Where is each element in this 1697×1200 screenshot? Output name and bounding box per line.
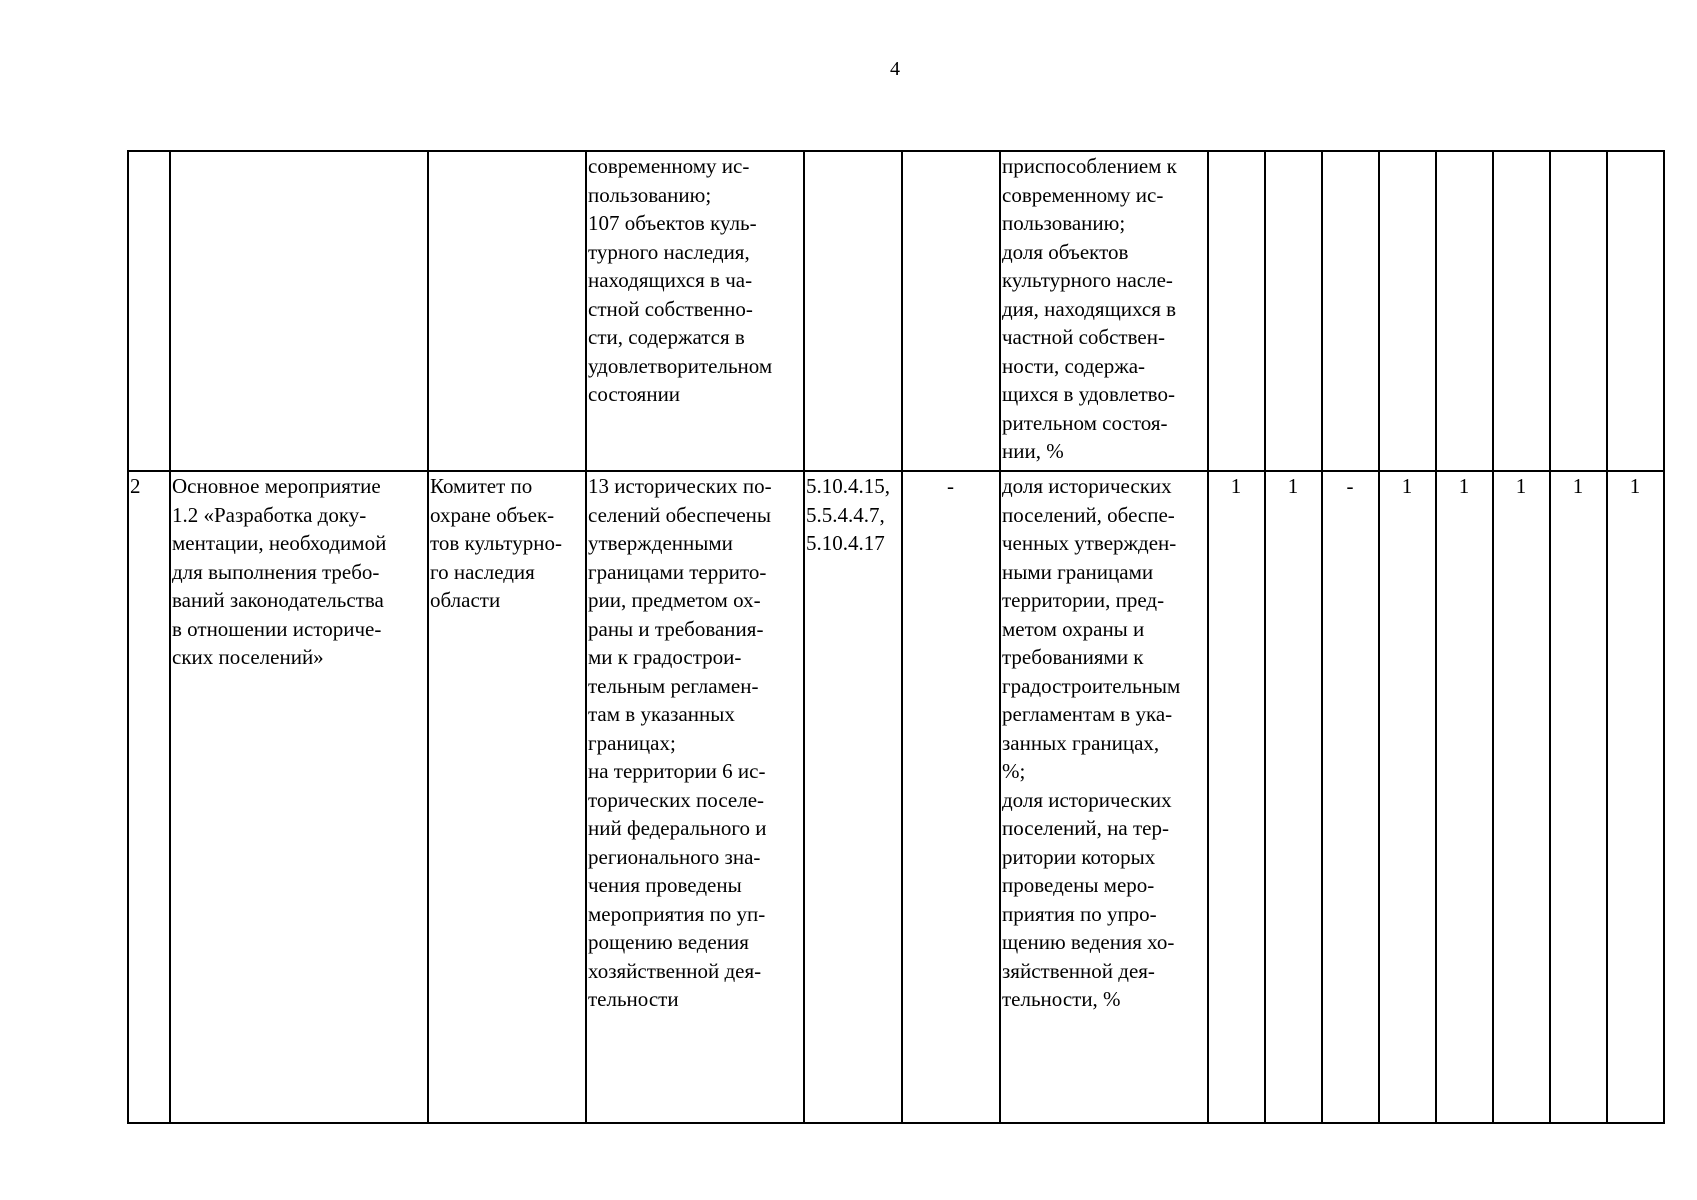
cell-text-line: ний федерального и — [588, 816, 767, 840]
cell-text-line: удовлетворительном — [588, 353, 773, 378]
cell-text-line: регионального зна- — [588, 844, 761, 869]
cell-text-line: мероприятия по уп- — [588, 901, 766, 926]
risk-cell: - — [902, 471, 1000, 1123]
cell-text-line: рии, предметом ох- — [588, 588, 761, 612]
year-value-cell: 1 — [1493, 471, 1550, 1123]
link-cell — [804, 471, 902, 1123]
cell-text-line: ских поселений» — [172, 645, 324, 669]
cell-text-line: ваний законодательства — [172, 588, 384, 612]
cell-text-line: сти, содержатся в — [588, 325, 745, 349]
cell-text-line: культурного насле- — [1002, 268, 1173, 292]
cell-text-line: проведены меро- — [1002, 873, 1155, 897]
cell-text-line: стной собственно- — [588, 296, 753, 321]
year-value-cell — [1436, 151, 1493, 471]
cell-text-line: регламентам в ука- — [1002, 702, 1173, 726]
year-value-cell — [1379, 151, 1436, 471]
cell-text-line: ментации, необходимой — [172, 531, 387, 555]
expected-result-cell — [586, 151, 804, 471]
year-value-cell: 1 — [1379, 471, 1436, 1123]
cell-text-line: границами террито- — [588, 559, 767, 584]
year-value-cell — [1493, 151, 1550, 471]
cell-text-line: для выполнения требо- — [172, 559, 380, 584]
year-value-cell: 1 — [1265, 471, 1322, 1123]
cell-text-line: Основное мероприятие — [172, 474, 381, 498]
cell-text-line: поселений, обеспе- — [1002, 502, 1175, 527]
cell-text-line: 5.10.4.17 — [806, 531, 885, 555]
cell-text-line: 107 объектов куль- — [588, 211, 757, 235]
cell-text-line: хозяйственной дея- — [588, 958, 762, 983]
cell-text-line: границах; — [588, 730, 676, 755]
cell-text-line: 5.10.4.15, — [806, 474, 890, 498]
cell-text-line: щихся в удовлетво- — [1002, 382, 1175, 406]
row-number-cell — [128, 151, 170, 471]
cell-text-line: Комитет по — [430, 474, 533, 498]
executor-cell — [428, 151, 586, 471]
cell-text-line: приятия по упро- — [1002, 901, 1157, 926]
table-row — [128, 151, 1664, 471]
cell-text-line: чения проведены — [588, 873, 742, 897]
cell-text-line: охране объек- — [430, 502, 555, 527]
cell-text-line: ченных утвержден- — [1002, 531, 1177, 555]
executor-cell — [428, 471, 586, 1123]
cell-text-line: современному ис- — [1002, 182, 1164, 207]
cell-text-line: доля исторических — [1002, 474, 1172, 498]
cell-text-line: тельности — [588, 987, 679, 1011]
cell-text-line: зяйственной дея- — [1002, 958, 1155, 983]
cell-text-line: находящихся в ча- — [588, 268, 753, 292]
cell-text-line: ности, содержа- — [1002, 353, 1146, 378]
cell-text-line: на территории 6 ис- — [588, 759, 766, 783]
cell-text-line: нии, % — [1002, 439, 1064, 463]
cell-text-line: 1.2 «Разработка доку- — [172, 502, 367, 527]
cell-text-line: ными границами — [1002, 559, 1154, 584]
cell-text-line: раны и требования- — [588, 616, 764, 641]
indicator-cell — [1000, 471, 1208, 1123]
cell-text-line: пользованию; — [588, 182, 712, 207]
indicator-cell — [1000, 151, 1208, 471]
cell-text-line: поселений, на тер- — [1002, 816, 1169, 840]
year-value-cell: - — [1322, 471, 1379, 1123]
year-value-cell — [1265, 151, 1322, 471]
cell-text-line: го наследия — [430, 559, 535, 584]
row-number-cell: 2 — [128, 471, 170, 1123]
cell-text-line: в отношении историче- — [172, 616, 382, 641]
cell-text-line: 13 исторических по- — [588, 474, 772, 498]
cell-text-line: приспособлением к — [1002, 154, 1177, 178]
cell-text-line: ритории которых — [1002, 844, 1156, 869]
year-value-cell: 1 — [1208, 471, 1265, 1123]
cell-text-line: территории, пред- — [1002, 588, 1165, 612]
cell-text-line: торических поселе- — [588, 787, 765, 812]
cell-text-line: метом охраны и — [1002, 616, 1145, 641]
year-value-cell — [1208, 151, 1265, 471]
cell-text-line: доля объектов — [1002, 239, 1129, 264]
cell-text-line: тельности, % — [1002, 987, 1121, 1011]
year-value-cell: 1 — [1550, 471, 1607, 1123]
cell-text-line: утвержденными — [588, 531, 733, 555]
cell-text-line: рительном состоя- — [1002, 410, 1168, 435]
year-value-cell: 1 — [1436, 471, 1493, 1123]
cell-text-line: %; — [1002, 759, 1026, 783]
year-value-cell — [1550, 151, 1607, 471]
cell-text-line: ми к градострои- — [588, 645, 742, 669]
cell-text-line: тельным регламен- — [588, 673, 759, 698]
cell-text-line: тов культурно- — [430, 531, 562, 555]
cell-text-line: пользованию; — [1002, 211, 1126, 235]
year-value-cell — [1322, 151, 1379, 471]
cell-text-line: частной собствен- — [1002, 325, 1165, 349]
year-value-cell: 1 — [1607, 471, 1664, 1123]
cell-text-line: состоянии — [588, 382, 681, 406]
cell-text-line: селений обеспечены — [588, 502, 772, 527]
risk-cell — [902, 151, 1000, 471]
cell-text-line: рощению ведения — [588, 930, 749, 954]
cell-text-line: занных границах, — [1002, 730, 1160, 755]
cell-text-line: области — [430, 588, 501, 612]
cell-text-line: щению ведения хо- — [1002, 930, 1175, 954]
cell-text-line: там в указанных — [588, 702, 735, 726]
cell-text-line: градостроительным — [1002, 673, 1181, 698]
expected-result-cell — [586, 471, 804, 1123]
cell-text-line: 5.5.4.4.7, — [806, 502, 885, 527]
cell-text-line: современному ис- — [588, 154, 750, 178]
event-name-cell — [170, 471, 428, 1123]
cell-text-line: доля исторических — [1002, 787, 1172, 812]
table-row — [128, 471, 1664, 1123]
year-value-cell — [1607, 151, 1664, 471]
cell-text-line: турного наследия, — [588, 239, 750, 264]
program-table — [127, 150, 1665, 1124]
cell-text-line: дия, находящихся в — [1002, 296, 1177, 321]
event-name-cell — [170, 151, 428, 471]
link-cell — [804, 151, 902, 471]
page-number: 4 — [890, 58, 900, 80]
cell-text-line: требованиями к — [1002, 645, 1144, 669]
